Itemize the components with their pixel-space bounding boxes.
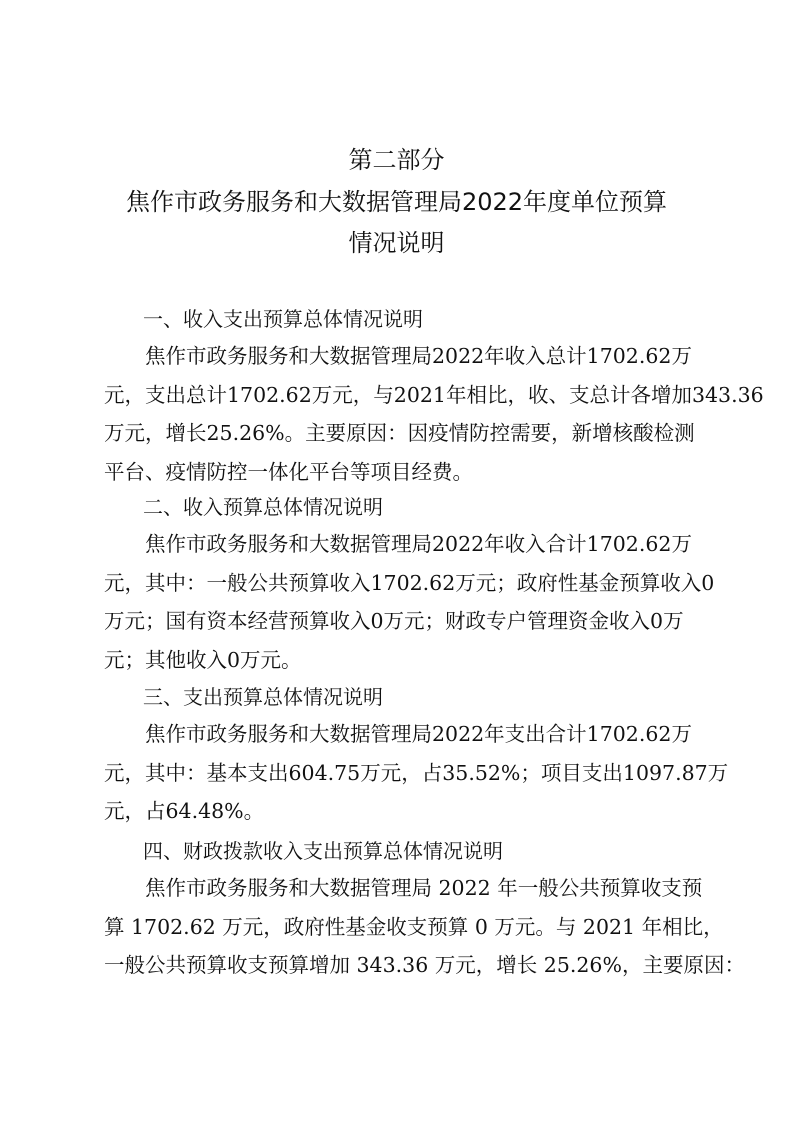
section-paragraph-3 — [104, 715, 729, 831]
paragraph-line: 平台、疫情防控一体化平台等项目经费。 — [104, 459, 473, 484]
section-paragraph-1 — [104, 337, 764, 491]
title-part: 第二部分 — [348, 146, 445, 174]
paragraph-line: 元，其中：基本支出604.75万元，占35.52%；项目支出1097.87万 — [104, 760, 729, 785]
paragraph-line: 焦作市政务服务和大数据管理局2022年收入合计1702.62万 — [145, 532, 692, 556]
title-main: 焦作市政务服务和大数据管理局2022年度单位预算 — [125, 188, 668, 216]
paragraph-line: 焦作市政务服务和大数据管理局2022年收入总计1702.62万 — [145, 344, 692, 368]
paragraph-line: 一般公共预算收支预算增加 343.36 万元，增长 25.26%，主要原因： — [104, 953, 745, 977]
section-heading-2: 二、收入预算总体情况说明 — [143, 495, 383, 519]
paragraph-line: 焦作市政务服务和大数据管理局2022年支出合计1702.62万 — [145, 722, 692, 746]
section-paragraph-2 — [104, 525, 715, 679]
section-heading-3: 三、支出预算总体情况说明 — [143, 685, 383, 709]
paragraph-line: 元，其中：一般公共预算收入1702.62万元；政府性基金预算收入0 — [104, 570, 715, 595]
title-sub: 情况说明 — [348, 229, 445, 257]
paragraph-line: 元，占64.48%。 — [104, 799, 265, 823]
paragraph-line: 万元；国有资本经营预算收入0万元；财政专户管理资金收入0万 — [104, 609, 684, 633]
paragraph-line: 算 1702.62 万元，政府性基金收支预算 0 万元。与 2021 年相比， — [104, 914, 724, 939]
paragraph-line: 万元，增长25.26%。主要原因：因疫情防控需要，新增核酸检测 — [104, 421, 695, 445]
paragraph-line: 元；其他收入0万元。 — [104, 647, 302, 672]
section-paragraph-4 — [104, 869, 745, 985]
paragraph-line: 焦作市政务服务和大数据管理局 2022 年一般公共预算收支预 — [145, 876, 703, 900]
section-heading-4: 四、财政拨款收入支出预算总体情况说明 — [143, 839, 503, 863]
section-heading-1: 一、收入支出预算总体情况说明 — [143, 307, 423, 331]
paragraph-line: 元，支出总计1702.62万元，与2021年相比，收、支总计各增加343.36 — [104, 382, 764, 407]
